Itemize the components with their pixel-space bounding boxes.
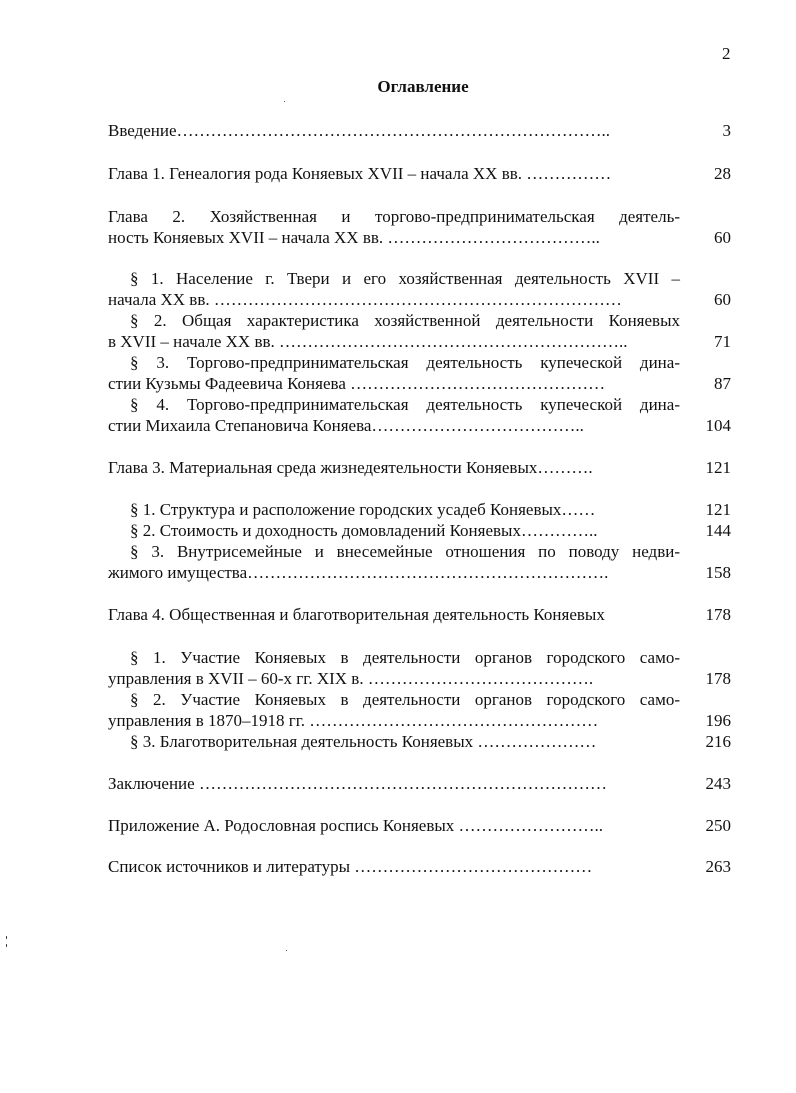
toc-page-ch3-s2: 144	[705, 521, 731, 540]
toc-entry-ch4-s2-line1: § 2. Участие Коняевых в деятельности органов городского само-	[130, 690, 680, 709]
toc-page-ch4-s1: 178	[705, 669, 731, 688]
toc-page-chapter-1: 28	[714, 164, 731, 183]
scan-speck	[284, 101, 285, 102]
toc-page-ch3-s3: 158	[705, 563, 731, 582]
toc-page-appendix: 250	[705, 816, 731, 835]
scan-speck	[6, 944, 7, 947]
toc-page-sources: 263	[705, 857, 731, 876]
toc-entry-ch3-s3-line1: § 3. Внутрисемейные и внесемейные отношения по поводу недви-	[130, 542, 680, 561]
toc-entry-ch2-s1-line1: § 1. Население г. Твери и его хозяйственная деятельность XVII –	[130, 269, 680, 288]
toc-page-intro: 3	[722, 121, 731, 140]
toc-entry-ch3-s1: § 1. Структура и расположение городских усадеб Коняевых……	[130, 500, 596, 519]
toc-page-ch3-s1: 121	[705, 500, 731, 519]
toc-entry-ch4-s1-line2: управления в XVII – 60-х гг. XIX в. ………………………………….	[108, 669, 594, 688]
scan-speck	[6, 936, 7, 939]
toc-entry-conclusion: Заключение ………………………………………………………………	[108, 774, 607, 793]
toc-entry-ch2-s1-line2: начала XX вв. ………………………………………………………………	[108, 290, 622, 309]
toc-page-ch2-s3: 87	[714, 374, 731, 393]
toc-entry-ch2-s3-line1: § 3. Торгово-предпринимательская деятельность купеческой дина-	[130, 353, 680, 372]
toc-entry-chapter-2-line1: Глава 2. Хозяйственная и торгово-предпринимательская деятель-	[108, 207, 680, 226]
toc-entry-chapter-4: Глава 4. Общественная и благотворительная деятельность Коняевых	[108, 605, 605, 624]
toc-entry-ch3-s3-line2: жимого имущества……………………………………………………….	[108, 563, 609, 582]
toc-entry-ch4-s3: § 3. Благотворительная деятельность Коняевых …………………	[130, 732, 597, 751]
toc-page-conclusion: 243	[705, 774, 731, 793]
toc-page-chapter-2: 60	[714, 228, 731, 247]
toc-entry-ch3-s2: § 2. Стоимость и доходность домовладений Коняевых…………..	[130, 521, 598, 540]
toc-page-ch2-s1: 60	[714, 290, 731, 309]
scan-speck	[286, 950, 287, 951]
toc-page-ch2-s2: 71	[714, 332, 731, 351]
toc-entry-ch2-s4-line2: стии Михаила Степановича Коняева………………………………..	[108, 416, 584, 435]
toc-entry-ch2-s2-line1: § 2. Общая характеристика хозяйственной деятельности Коняевых	[130, 311, 680, 330]
toc-entry-chapter-3: Глава 3. Материальная среда жизнедеятельности Коняевых……….	[108, 458, 593, 477]
page-title: Оглавление	[377, 77, 469, 96]
toc-entry-sources: Список источников и литературы ……………………………………	[108, 857, 593, 876]
toc-entry-chapter-1: Глава 1. Генеалогия рода Коняевых XVII – начала XX вв. ……………	[108, 164, 612, 183]
toc-entry-intro: Введение…………………………………………………………………..	[108, 121, 611, 140]
toc-page-chapter-3: 121	[705, 458, 731, 477]
toc-page-chapter-4: 178	[705, 605, 731, 624]
toc-entry-ch4-s2-line2: управления в 1870–1918 гг. ……………………………………………	[108, 711, 599, 730]
toc-entry-ch4-s1-line1: § 1. Участие Коняевых в деятельности органов городского само-	[130, 648, 680, 667]
page-number: 2	[722, 44, 731, 63]
toc-entry-ch2-s3-line2: стии Кузьмы Фадеевича Коняева ………………………………………	[108, 374, 606, 393]
toc-page-ch2-s4: 104	[705, 416, 731, 435]
toc-page-ch4-s3: 216	[705, 732, 731, 751]
toc-page-ch4-s2: 196	[705, 711, 731, 730]
toc-entry-appendix: Приложение А. Родословная роспись Коняевых ……………………..	[108, 816, 604, 835]
toc-entry-ch2-s2-line2: в XVII – начале XX вв. ……………………………………………………..	[108, 332, 628, 351]
toc-entry-ch2-s4-line1: § 4. Торгово-предпринимательская деятельность купеческой дина-	[130, 395, 680, 414]
toc-entry-chapter-2-line2: ность Коняевых XVII – начала XX вв. ………………………………..	[108, 228, 600, 247]
